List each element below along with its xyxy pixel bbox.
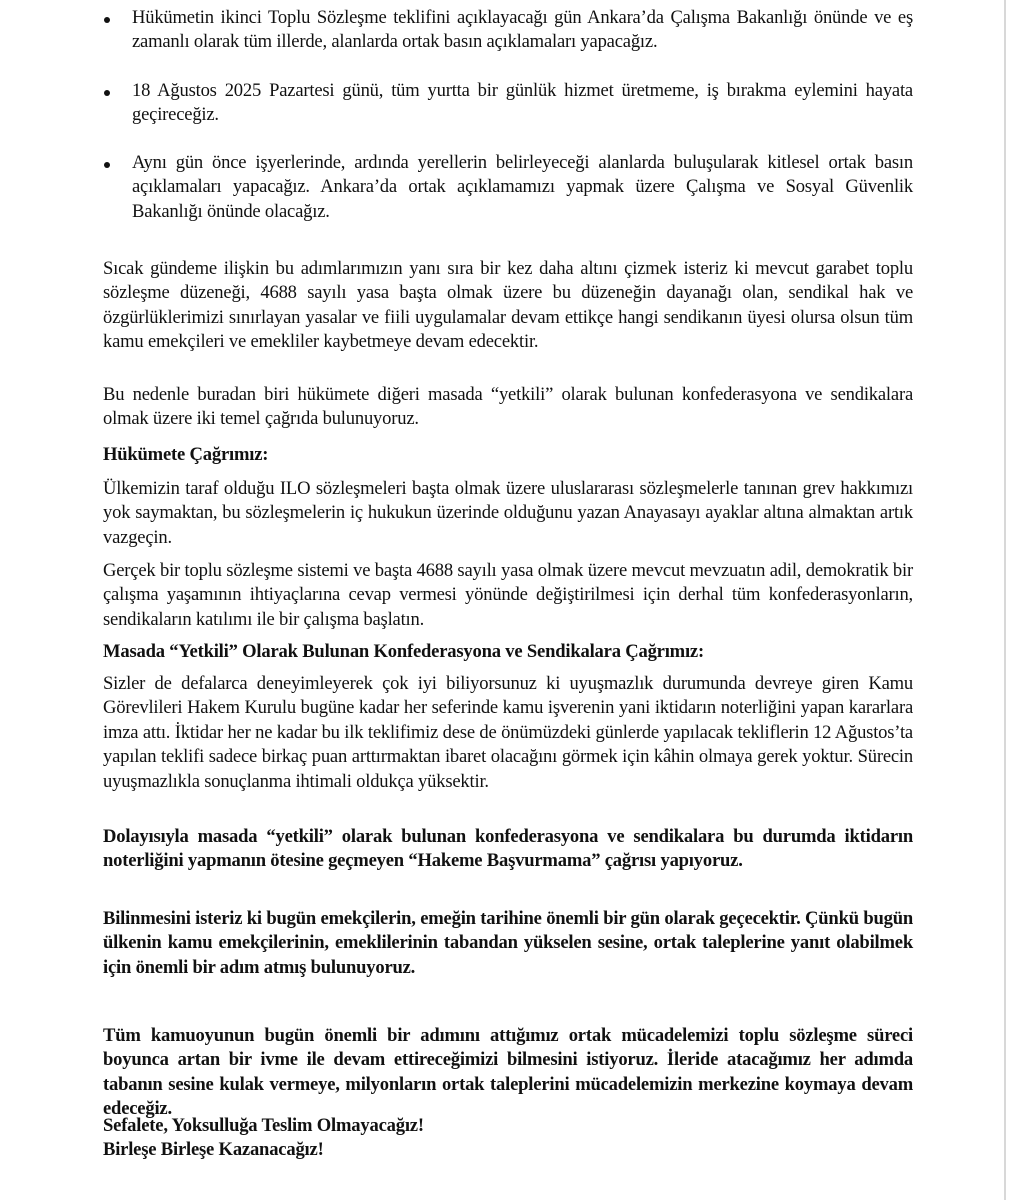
bold-paragraph: Bilinmesini isteriz ki bugün emekçilerin, emeğin tarihine önemli bir gün olarak geçecektir. Çünkü bugün ülkenin kamu emekçilerinin, emeklilerinin tabandan yükselen sesine, ortak taleplerine yanıt olabilmek için önemli bir adım atmış bulunuyoruz. <box>103 908 913 978</box>
section-heading: Hükümete Çağrımız: <box>103 444 269 465</box>
bold-paragraph: Tüm kamuoyunun bugün önemli bir adımını attığımız ortak mücadelemizi toplu sözleşme süreci boyunca artan bir ivme ile devam ettireceğimizi bilmesini istiyoruz. İleride atacağımız her adımda tabanın sesine kulak vermeye, milyonların ortak taleplerini mücadelemizin merkezine koymaya devam edeceğiz. <box>103 1025 913 1120</box>
paragraph: Sıcak gündeme ilişkin bu adımlarımızın yanı sıra bir kez daha altını çizmek isteriz ki mevcut garabet toplu sözleşme düzeneği, 4688 sayılı yasa başta olmak üzere bu düzeneğin dayanağı olan, sendikal hak ve özgürlüklerimizi sınırlayan yasalar ve fiili uygulamalar devam ettikçe hangi sendikanın üyesi olursa olsun tüm kamu emekçileri ve emekliler kaybetmeye devam edecektir. <box>103 258 913 353</box>
paragraph: Bu nedenle buradan biri hükümete diğeri masada “yetkili” olarak bulunan konfederasyona ve sendikalara olmak üzere iki temel çağrıda bulunuyoruz. <box>103 384 913 430</box>
bold-paragraph: Dolayısıyla masada “yetkili” olarak bulunan konfederasyona ve sendikalara bu durumda iktidarın noterliğini yapmanın ötesine geçmeyen “Hakeme Başvurmama” çağrısı yapıyoruz. <box>103 826 913 872</box>
bullet-icon <box>104 90 110 96</box>
bullet-item: Aynı gün önce işyerlerinde, ardında yerellerin belirleyeceği alanlarda buluşularak kitlesel ortak basın açıklamaları yapacağız. Ankara’da ortak açıklamamızı yapmak üzere Çalışma ve Sosyal Güvenlik Bakanlığı önünde olacağız. <box>132 152 913 222</box>
bullet-icon <box>104 17 110 23</box>
bullet-icon <box>104 162 110 168</box>
bullet-item: Hükümetin ikinci Toplu Sözleşme teklifini açıklayacağı gün Ankara’da Çalışma Bakanlığı önünde ve eş zamanlı olarak tüm illerde, alanlarda ortak basın açıklamaları yapacağız. <box>132 7 913 53</box>
slogan: Birleşe Birleşe Kazanacağız! <box>103 1139 324 1160</box>
paragraph: Sizler de defalarca deneyimleyerek çok iyi biliyorsunuz ki uyuşmazlık durumunda devreye giren Kamu Görevlileri Hakem Kurulu bugüne kadar her seferinde kamu işverenin yani iktidarın noterliğini yapan kararlara imza attı. İktidar her ne kadar bu ilk teklifimiz dese de önümüzdeki günlerde yapılacak tekliflerin 12 Ağustos’ta yapılan teklifi sadece birkaç puan arttırmaktan ibaret olacağını görmek için kâhin olmaya gerek yoktur. Sürecin uyuşmazlıkla sonuçlanma ihtimali oldukça yüksektir. <box>103 673 913 792</box>
section-heading: Masada “Yetkili” Olarak Bulunan Konfederasyona ve Sendikalara Çağrımız: <box>103 641 704 662</box>
slogan: Sefalete, Yoksulluğa Teslim Olmayacağız! <box>103 1115 424 1136</box>
bullet-item: 18 Ağustos 2025 Pazartesi günü, tüm yurtta bir günlük hizmet üretmeme, iş bırakma eylemini hayata geçireceğiz. <box>132 80 913 126</box>
paragraph: Gerçek bir toplu sözleşme sistemi ve başta 4688 sayılı yasa olmak üzere mevcut mevzuatın adil, demokratik bir çalışma yaşamının ihtiyaçlarına cevap vermesi yönünde değiştirilmesi için derhal tüm konfederasyonların, sendikaların katılımı ile bir çalışma başlatın. <box>103 560 913 630</box>
paragraph: Ülkemizin taraf olduğu ILO sözleşmeleri başta olmak üzere uluslararası sözleşmelerle tanınan grev hakkımızı yok saymaktan, bu sözleşmelerin iç hukukun üzerinde olduğunu yazan Anayasayı ayaklar altına almaktan artık vazgeçin. <box>103 478 913 548</box>
page-edge <box>1004 0 1006 1200</box>
